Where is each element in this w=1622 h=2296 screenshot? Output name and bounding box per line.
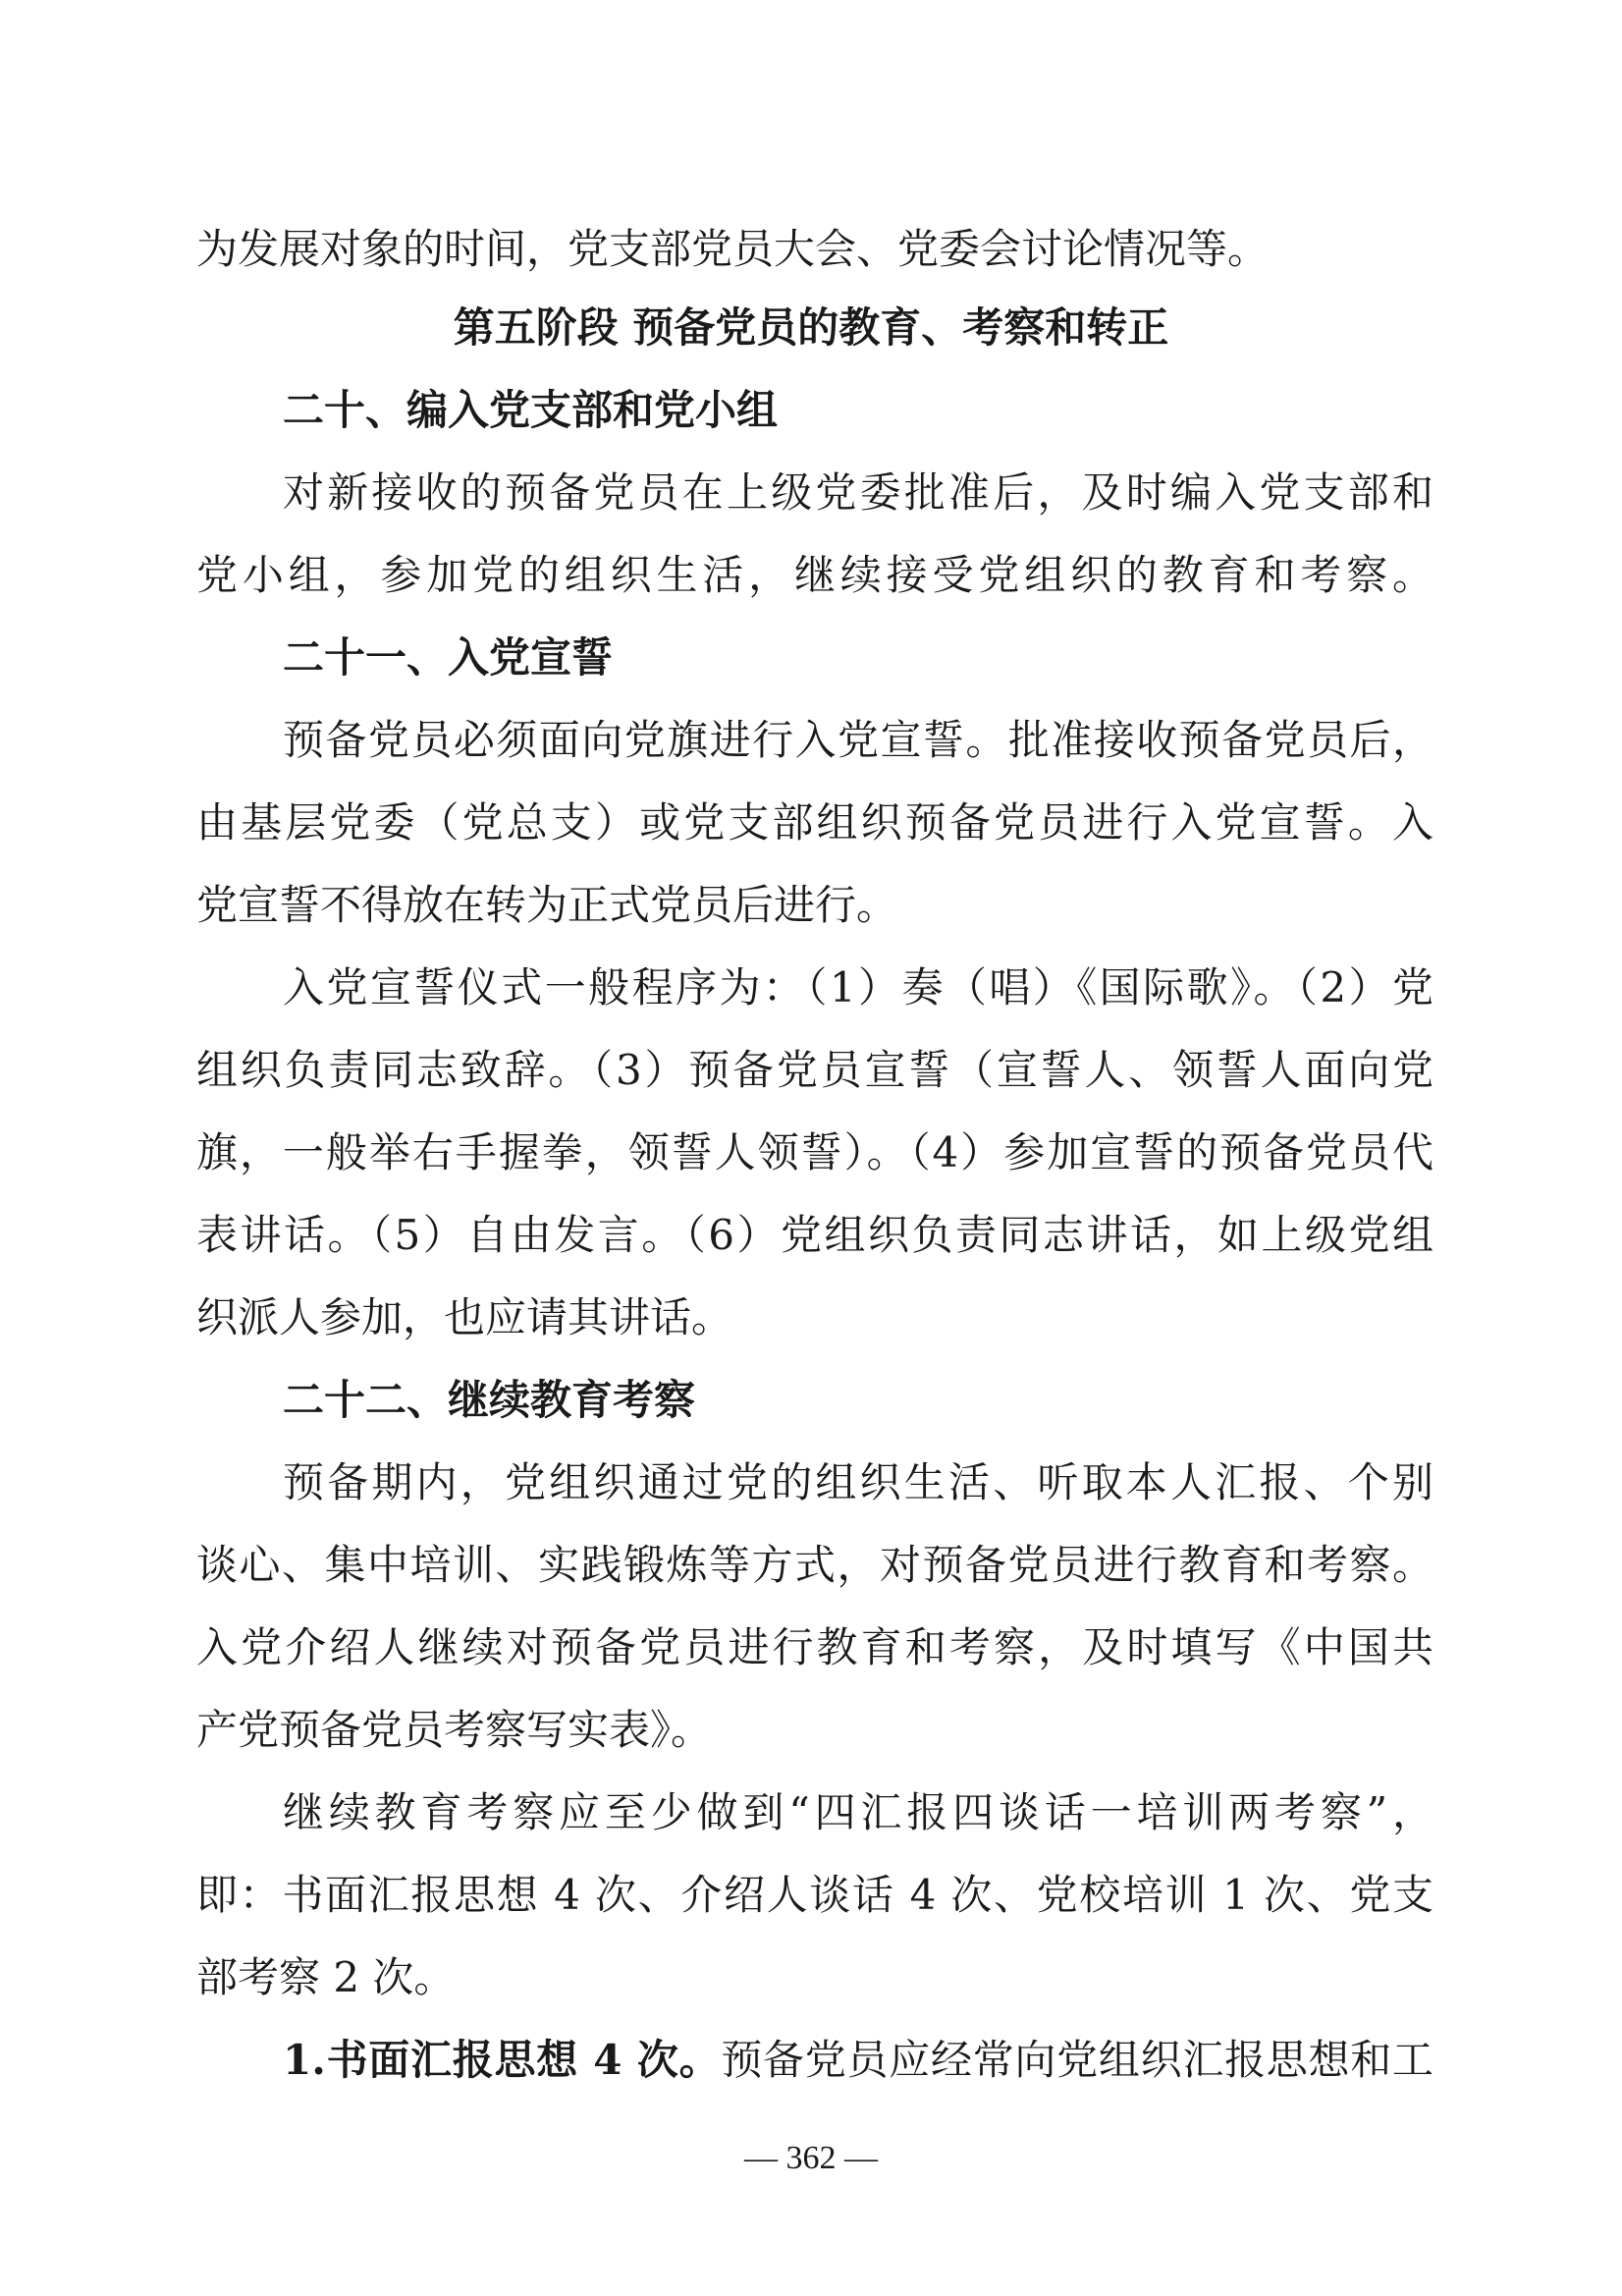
paragraph-line: 预备党员必须面向党旗进行入党宣誓。批准接收预备党员后， (283, 716, 1433, 764)
section-heading-21: 二十一、入党宣誓 (283, 633, 614, 682)
stage-title: 第五阶段 预备党员的教育、考察和转正 (453, 303, 1169, 352)
paragraph-line: 织派人参加，也应请其讲话。 (196, 1293, 733, 1341)
paragraph-line: 组织负责同志致辞。（3）预备党员宣誓（宣誓人、领誓人面向党 (196, 1046, 1433, 1094)
paragraph-line: 表讲话。（5）自由发言。（6）党组织负责同志讲话，如上级党组 (196, 1211, 1433, 1259)
paragraph-line: 党宣誓不得放在转为正式党员后进行。 (196, 881, 898, 929)
paragraph-line (283, 2033, 1433, 2088)
paragraph-line: 旗，一般举右手握拳，领誓人领誓）。（4）参加宣誓的预备党员代 (196, 1128, 1433, 1176)
paragraph-line: 产党预备党员考察写实表》。 (196, 1706, 713, 1754)
paragraph-line: 部考察 2 次。 (196, 1953, 456, 2001)
paragraph-line: 谈心、集中培训、实践锻炼等方式，对预备党员进行教育和考察。 (196, 1541, 1433, 1589)
paragraph-text: 预备党员应经常向党组织汇报思想和工 (721, 2036, 1433, 2084)
paragraph-line: 由基层党委（党总支）或党支部组织预备党员进行入党宣誓。入 (196, 798, 1433, 847)
paragraph-line: 即：书面汇报思想 4 次、介绍人谈话 4 次、党校培训 1 次、党支 (196, 1871, 1433, 1919)
paragraph-line: 预备期内，党组织通过党的组织生活、听取本人汇报、个别 (283, 1458, 1433, 1506)
section-heading-20: 二十、编入党支部和党小组 (283, 386, 779, 434)
paragraph-line: 入党介绍人继续对预备党员进行教育和考察，及时填写《中国共 (196, 1623, 1433, 1671)
paragraph-line: 党小组，参加党的组织生活，继续接受党组织的教育和考察。 (196, 551, 1433, 599)
paragraph-line: 为发展对象的时间，党支部党员大会、党委会讨论情况等。 (196, 225, 1270, 273)
paragraph-line: 继续教育考察应至少做到“四汇报四谈话一培训两考察”， (283, 1788, 1433, 1836)
paragraph-line: 对新接收的预备党员在上级党委批准后，及时编入党支部和 (283, 468, 1433, 517)
paragraph-line: 入党宣誓仪式一般程序为：（1）奏（唱）《国际歌》。（2）党 (283, 963, 1433, 1011)
page-number: — 362 — (744, 2140, 878, 2176)
section-heading-22: 二十二、继续教育考察 (283, 1376, 696, 1424)
bold-lead-text: 1.书面汇报思想 4 次。 (283, 2036, 722, 2084)
